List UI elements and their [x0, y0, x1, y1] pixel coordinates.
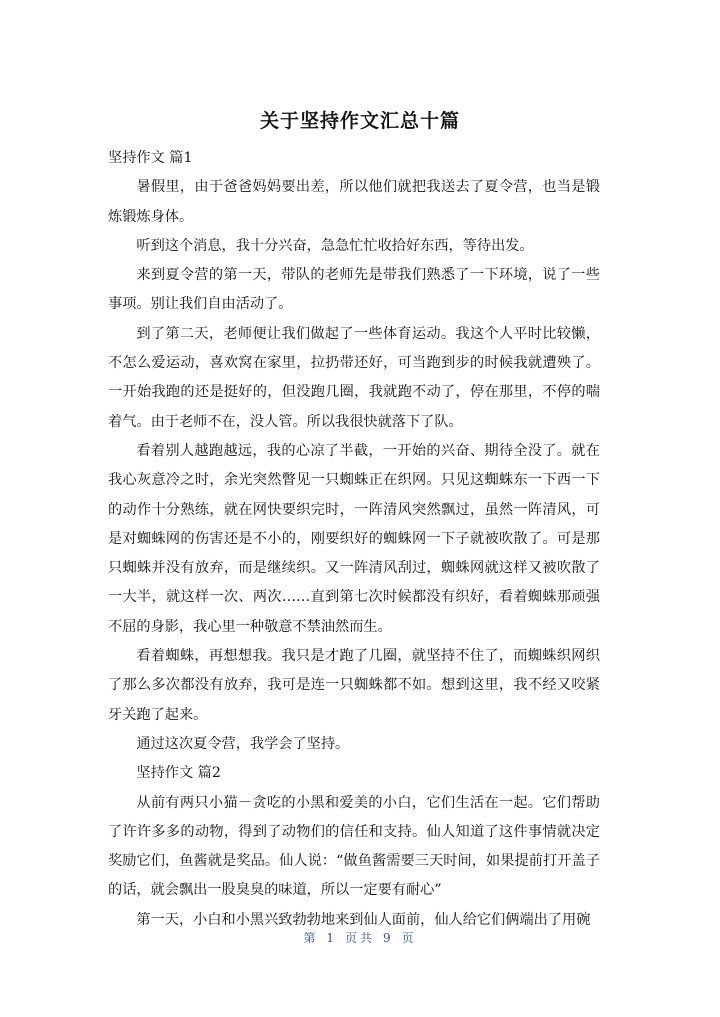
section-heading: 坚持作文 篇2: [136, 765, 221, 782]
section-heading: 坚持作文 篇1: [108, 150, 193, 166]
page-number: 1: [326, 931, 337, 945]
paragraph: 暑假里，由于爸爸妈妈要出差，所以他们就把我送去了夏令营，也当是锻炼锻炼身体。: [108, 179, 600, 225]
page-label-suffix: 页: [401, 931, 417, 945]
document-body: [108, 144, 600, 935]
page-footer: [0, 929, 720, 946]
paragraph: 听到这个消息，我十分兴奋，急急忙忙收拾好东西，等待出发。: [136, 237, 534, 254]
paragraph: 看着别人越跑越远，我的心凉了半截，一开始的兴奋、期待全没了。就在我心灰意冷之时，余光突然瞥见一只蜘蛛正在织网。只见这蜘蛛东一下西一下的动作十分熟练，就在网快要织完时，一阵清风突然飘过，虽然一阵清风，可是对蜘蛛网的伤害还是不小的，刚要织好的蜘蛛网一下子就被吹散了。可是那只蜘蛛并没有放弃，而是继续织。又一阵清风刮过，蜘蛛网就这样又被吹散了一大半，就这样一次、两次……直到第七次时候都没有织好，看着蜘蛛那顽强不屈的身影，我心里一种敬意不禁油然而生。: [108, 442, 600, 635]
page-label-middle: 页共: [344, 931, 375, 945]
paragraph: 来到夏令营的第一天，带队的老师先是带我们熟悉了一下环境，说了一些事项。别让我们自由活动了。: [108, 267, 600, 313]
page-label-prefix: 第: [303, 931, 319, 945]
paragraph: 第一天，小白和小黑兴致勃勃地来到仙人面前，仙人给它们俩端出了用碗: [136, 911, 591, 928]
paragraph: 看着蜘蛛，再想想我。我只是才跑了几圈，就坚持不住了，而蜘蛛织网织了那么多次都没有放弃，我可是连一只蜘蛛都不如。想到这里，我不经又咬紧牙关跑了起来。: [108, 648, 600, 723]
paragraph: 到了第二天，老师便让我们做起了一些体育运动。我这个人平时比较懒，不怎么爱运动，喜欢窝在家里，拉扔带还好，可当跑到步的时候我就遭殃了。一开始我跑的还是挺好的，但没跑几圈，我就跑不动了，停在那里，不停的喘着气。由于老师不在，没人管。所以我很快就落下了队。: [108, 325, 600, 430]
total-pages: 9: [383, 931, 394, 945]
paragraph: 通过这次夏令营，我学会了坚持。: [136, 735, 350, 752]
paragraph: 从前有两只小猫－贪吃的小黑和爱美的小白，它们生活在一起。它们帮助了许许多多的动物，得到了动物们的信任和支持。仙人知道了这件事情就决定奖励它们，鱼酱就是奖品。仙人说：“做鱼酱需要三天时间，如果提前打开盖子的话，就会飘出一股臭臭的味道，所以一定要有耐心”: [108, 794, 600, 899]
document-title: 关于坚持作文汇总十篇: [259, 110, 460, 132]
